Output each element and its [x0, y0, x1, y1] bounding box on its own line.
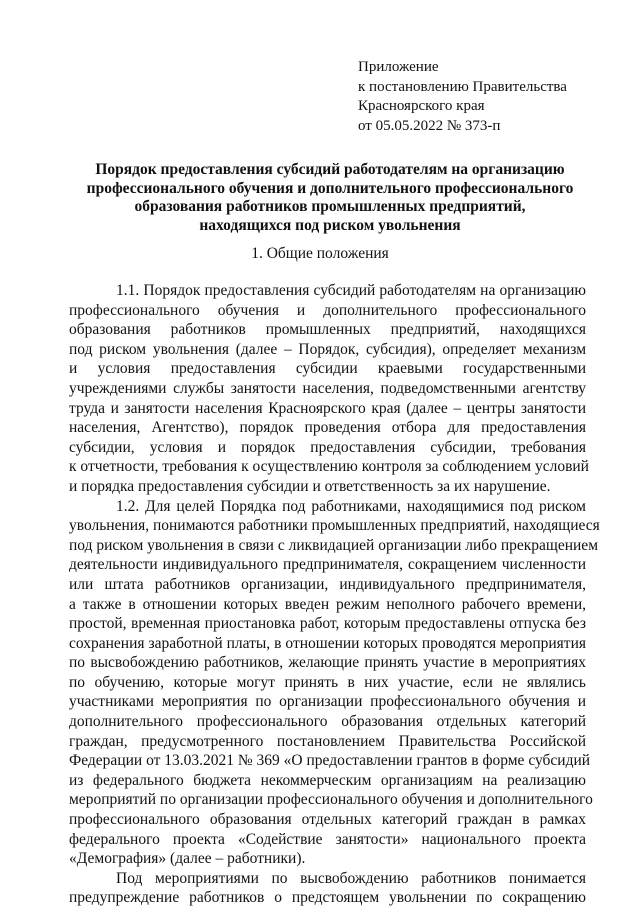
appendix-block — [358, 58, 567, 136]
section-heading: 1. Общие положения — [251, 245, 389, 262]
body-line: увольнения, понимаются работники промышленных предприятий, находящиеся — [69, 517, 600, 535]
body-line: из федерального бюджета некоммерческим организациям на реализацию — [69, 771, 586, 789]
body-line: труда и занятости населения Красноярского края (далее – центры занятости — [69, 399, 586, 417]
body-line: профессионального обучения и дополнительного профессионального — [69, 301, 586, 319]
body-line: а также в отношении которых введен режим неполного рабочего времени, — [69, 595, 586, 613]
body-line: населения, Агентство), порядок проведения отбора для предоставления — [69, 419, 586, 437]
title-line: образования работников промышленных предприятий, — [134, 198, 526, 215]
appendix-line: от 05.05.2022 № 373-п — [358, 117, 501, 134]
body-line: к отчетности, требования к осуществлению контроля за соблюдением условий — [69, 458, 589, 476]
body-line: «Демография» (далее – работники). — [69, 850, 306, 868]
body-line: Под мероприятиями по высвобождению работников понимается — [116, 869, 586, 887]
body-line: 1.1. Порядок предоставления субсидий работодателям на организацию — [116, 282, 586, 299]
body-line: предупреждение работников о предстоящем увольнении по сокращению — [69, 889, 586, 907]
appendix-line: Приложение — [358, 59, 439, 75]
body-line: граждан, предусмотренного постановлением Правительства Российской — [69, 732, 586, 750]
title-line: Порядок предоставления субсидий работодателям на организацию — [95, 161, 565, 178]
body-line: под риском увольнения в связи с ликвидацией организации либо прекращением — [69, 536, 598, 554]
body-line: по высвобождению работников, желающие принять участие в мероприятиях — [69, 654, 586, 672]
body-line: профессионального образования отдельных категорий граждан в рамках — [69, 811, 586, 829]
body-line: деятельности индивидуального предпринимателя, сокращением численности — [69, 556, 586, 574]
body-line: простой, временная приостановка работ, которым предоставлены отпуска без — [69, 615, 586, 633]
body-line: мероприятий по организации профессионального обучения и дополнительного — [69, 791, 593, 809]
body-line: Федерации от 13.03.2021 № 369 «О предоставлении грантов в форме субсидий — [69, 752, 591, 770]
body-line: и условия предоставления субсидии краевыми государственными — [69, 360, 586, 378]
body-line: под риском увольнения (далее – Порядок, субсидия), определяет механизм — [69, 340, 586, 358]
body-line: субсидии, условия и порядок предоставления субсидии, требования — [69, 438, 586, 456]
body-line: и порядка предоставления субсидии и ответственность за их нарушение. — [69, 477, 551, 495]
body-line: 1.2. Для целей Порядка под работниками, находящимися под риском — [116, 497, 586, 515]
document-title — [70, 161, 590, 235]
body-line: учреждениями службы занятости населения, подведомственными агентству — [69, 379, 586, 397]
body-line: дополнительного профессионального образования отдельных категорий — [69, 713, 586, 731]
appendix-line: Красноярского края — [358, 98, 485, 114]
appendix-line: к постановлению Правительства — [358, 78, 567, 95]
title-line: профессионального обучения и дополнительного профессионального — [86, 179, 574, 197]
body-line: по обучению, которые могут принять в них участие, если не являлись — [69, 673, 586, 691]
body-line: образования работников промышленных предприятий, находящихся — [69, 321, 586, 339]
body-line: федерального проекта «Содействие занятости» национального проекта — [69, 830, 586, 848]
body-line: участниками мероприятия по организации профессионального обучения и — [69, 693, 586, 711]
title-line: находящихся под риском увольнения — [199, 216, 461, 234]
body-text — [69, 281, 600, 908]
body-line: или штата работников организации, индивидуального предпринимателя, — [69, 575, 586, 593]
body-line: сохранения заработной платы, в отношении которых проводятся мероприятия — [69, 634, 586, 652]
